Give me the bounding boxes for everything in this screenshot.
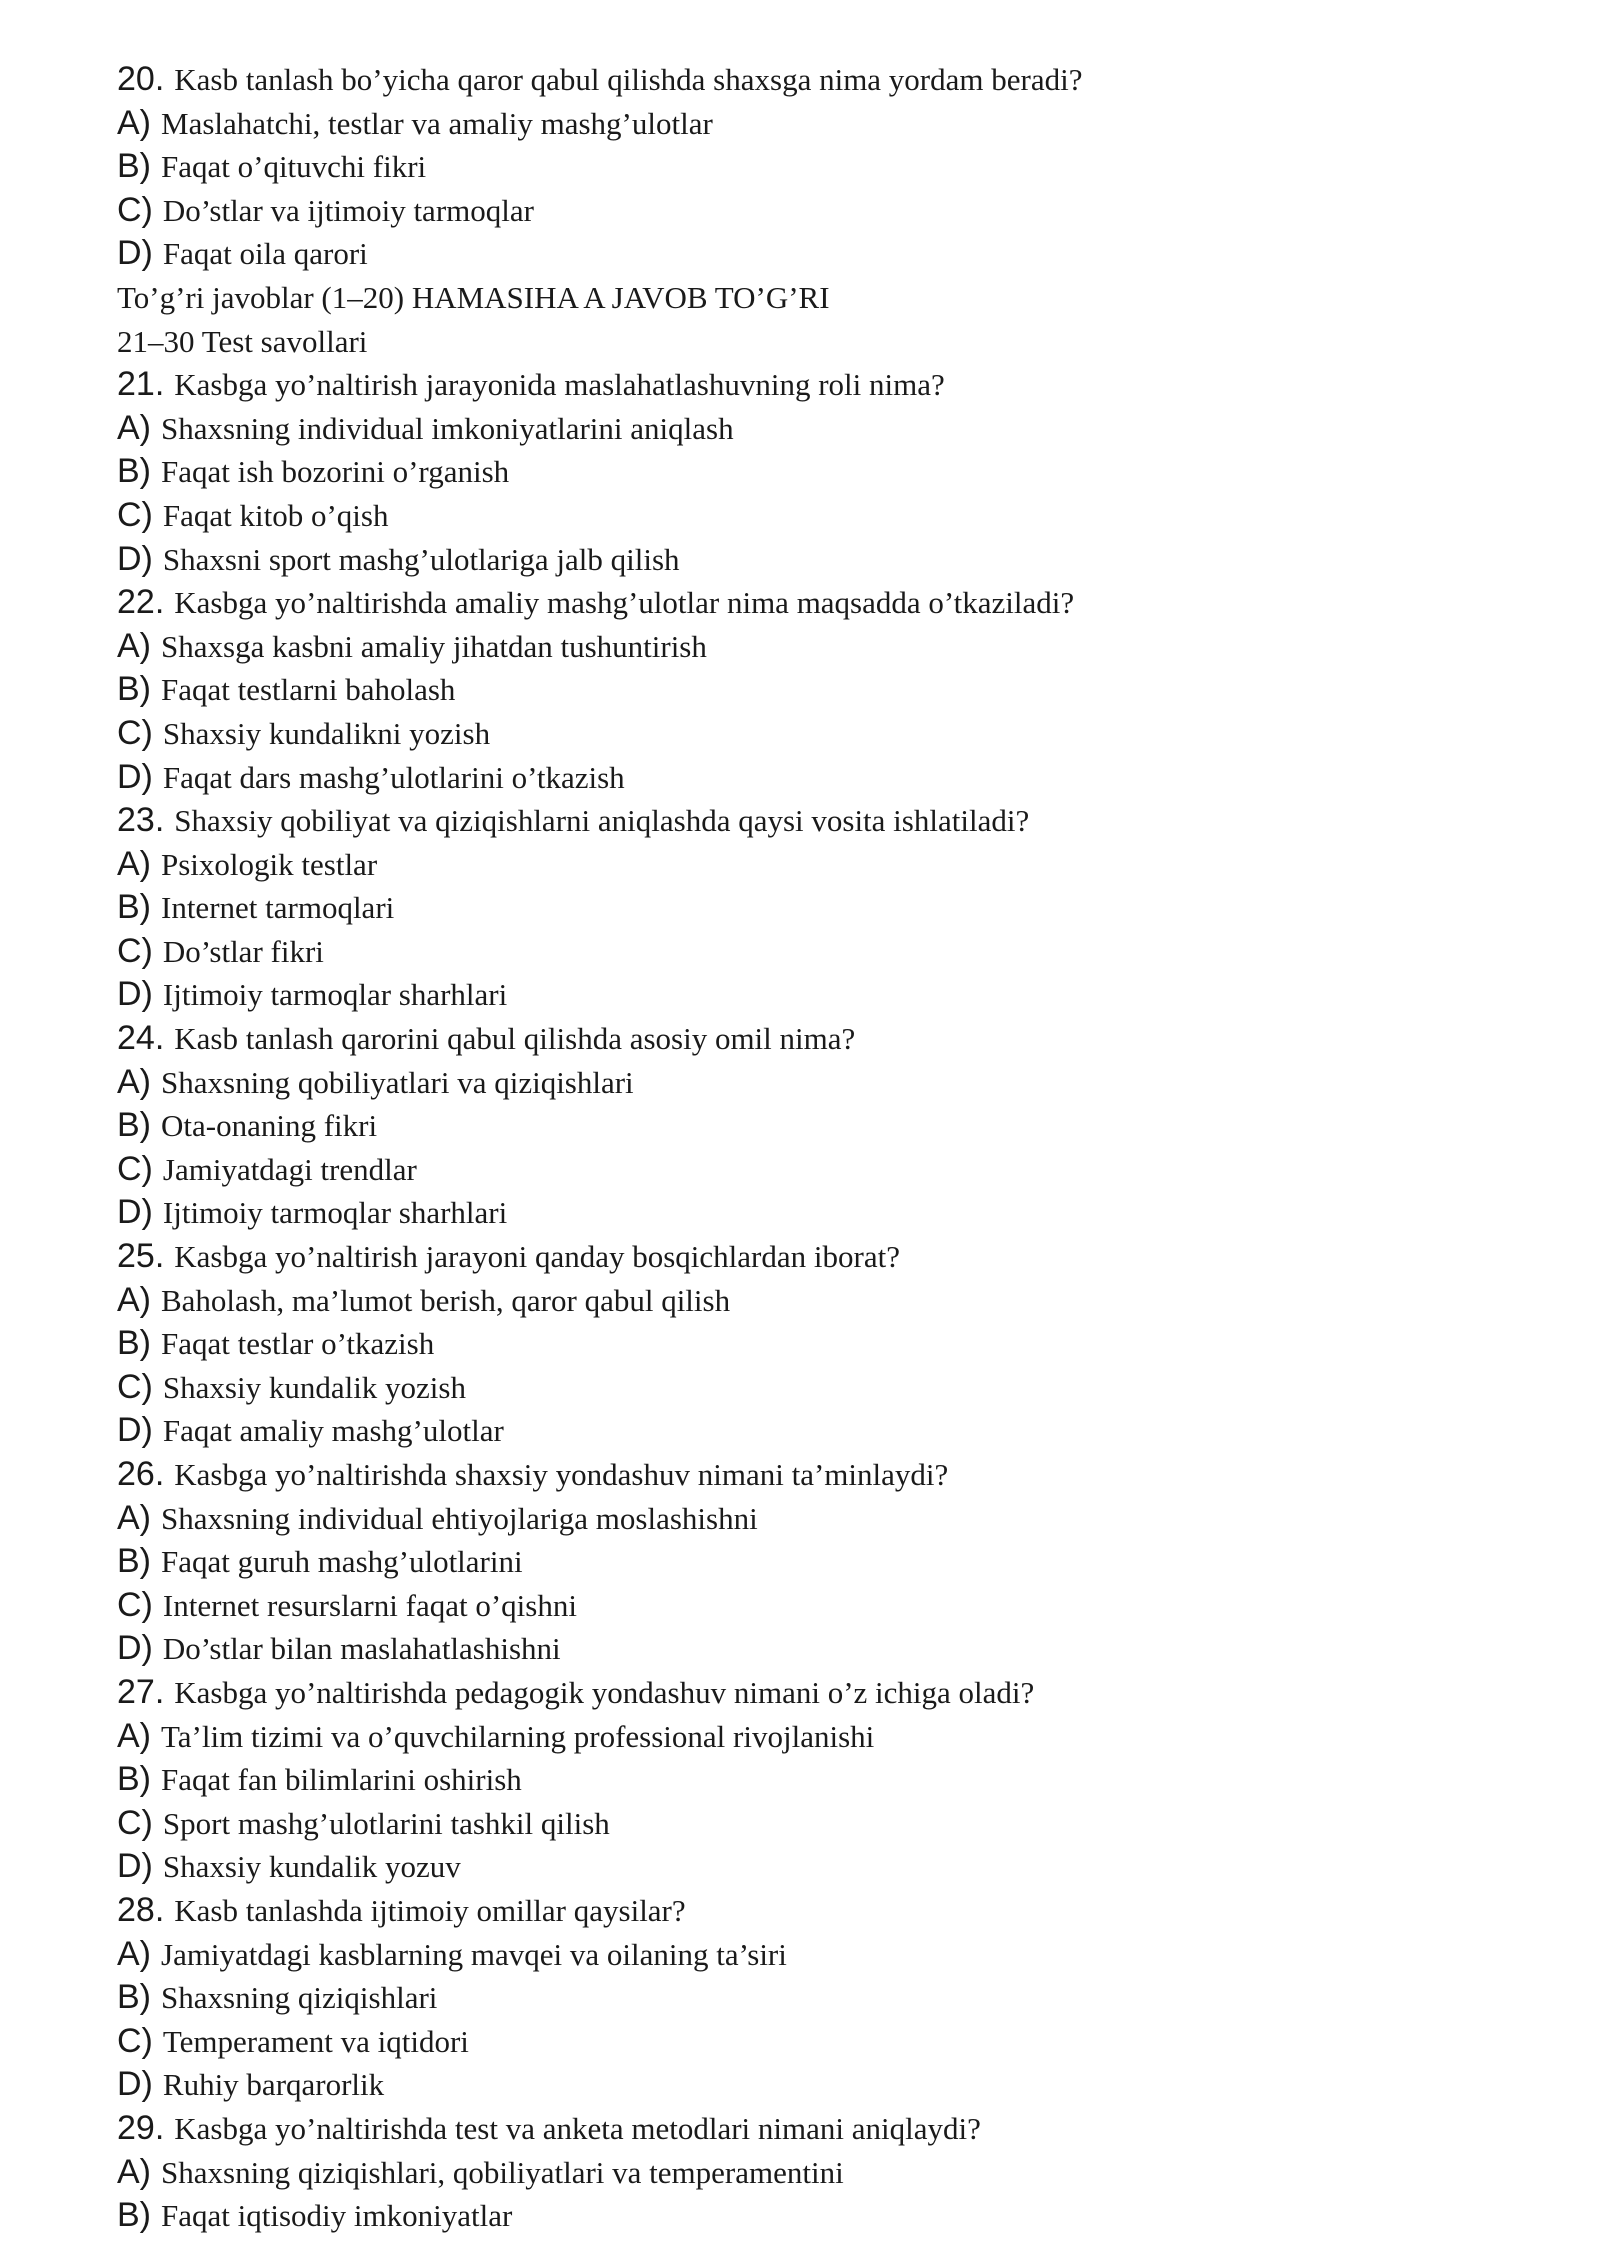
option-letter: C) [117,1803,153,1842]
option-letter: D) [117,1629,153,1668]
answer-option [117,1191,1557,1235]
answer-option [117,1366,1557,1410]
answer-option [117,1279,1557,1323]
answer-option [117,2194,1557,2238]
question-line [117,363,1557,407]
option-text: Faqat guruh mashg’ulotlarini [161,1544,523,1580]
option-letter: A) [117,1934,151,1973]
option-letter: B) [117,2196,151,2235]
option-text: Maslahatchi, testlar va amaliy mashg’ulotlar [161,105,713,141]
option-text: Shaxsning individual imkoniyatlarini aniqlash [161,410,734,446]
option-text: Baholash, ma’lumot berish, qaror qabul qilish [161,1282,731,1318]
option-letter: D) [117,234,153,273]
option-letter: B) [117,888,151,927]
question-number: 28. [117,1890,165,1929]
answer-option [117,232,1557,276]
answer-option [117,930,1557,974]
answer-option [117,494,1557,538]
option-letter: C) [117,713,153,752]
option-letter: B) [117,1978,151,2017]
option-text: Ota-onaning fikri [161,1108,378,1144]
answer-option [117,843,1557,887]
option-text: Ijtimoiy tarmoqlar sharhlari [162,1195,508,1231]
option-letter: B) [117,1542,151,1581]
option-letter: A) [117,844,151,883]
question-number: 24. [117,1019,165,1058]
answer-option [117,1976,1557,2020]
option-text: Faqat kitob o’qish [162,497,389,533]
option-text: Internet resurslarni faqat o’qishni [162,1587,577,1623]
question-number: 29. [117,2108,165,2147]
answer-option [117,2020,1557,2064]
option-letter: C) [117,1585,153,1624]
answer-option [117,1715,1557,1759]
answer-option [117,1148,1557,1192]
answer-option [117,1845,1557,1889]
option-letter: C) [117,495,153,534]
option-letter: C) [117,1149,153,1188]
option-letter: A) [117,1716,151,1755]
option-letter: D) [117,539,153,578]
option-letter: B) [117,1106,151,1145]
option-letter: B) [117,670,151,709]
option-text: Do’stlar fikri [162,933,324,969]
answer-option [117,1933,1557,1977]
question-line [117,1453,1557,1497]
answer-option [117,625,1557,669]
question-number: 25. [117,1237,165,1276]
question-text: Kasbga yo’naltirishda amaliy mashg’ulotlar nima maqsadda o’tkaziladi? [174,585,1075,621]
answer-option [117,102,1557,146]
answer-option [117,1409,1557,1453]
option-text: Jamiyatdagi kasblarning mavqei va oilaning ta’siri [161,1936,787,1972]
option-text: Jamiyatdagi trendlar [162,1151,417,1187]
answer-option [117,407,1557,451]
option-letter: D) [117,757,153,796]
option-text: Faqat o’qituvchi fikri [161,149,427,185]
option-text: Shaxsga kasbni amaliy jihatdan tushuntirish [161,628,707,664]
heading-text: 21–30 Test savollari [117,323,368,359]
option-text: Faqat oila qarori [162,236,368,272]
option-text: Internet tarmoqlari [161,890,395,926]
option-text: Temperament va iqtidori [162,2023,469,2059]
answer-option [117,538,1557,582]
answer-option [117,2063,1557,2107]
heading-text: To’g’ri javoblar (1–20) HAMASIHA A JAVOB TO’G’RI [117,279,830,315]
option-letter: D) [117,2065,153,2104]
answer-option [117,1540,1557,1584]
answer-option [117,1802,1557,1846]
option-text: Faqat dars mashg’ulotlarini o’tkazish [162,759,625,795]
question-number: 27. [117,1672,165,1711]
option-letter: A) [117,626,151,665]
question-text: Kasb tanlash qarorini qabul qilishda asosiy omil nima? [174,1021,856,1057]
option-letter: D) [117,1193,153,1232]
answer-option [117,1497,1557,1541]
answer-option [117,886,1557,930]
question-line [117,1235,1557,1279]
answer-option [117,1627,1557,1671]
answer-option [117,712,1557,756]
question-line [117,799,1557,843]
text-line [117,276,1557,320]
question-text: Kasbga yo’naltirishda test va anketa metodlari nimani aniqlaydi? [174,2110,981,2146]
option-letter: D) [117,1411,153,1450]
option-letter: C) [117,2021,153,2060]
question-text: Kasb tanlashda ijtimoiy omillar qaysilar? [174,1892,686,1928]
option-text: Faqat amaliy mashg’ulotlar [162,1413,504,1449]
question-number: 23. [117,801,165,840]
option-text: Ijtimoiy tarmoqlar sharhlari [162,977,508,1013]
option-text: Shaxsning qiziqishlari [161,1980,438,2016]
option-text: Faqat testlarni baholash [161,672,456,708]
option-text: Shaxsning individual ehtiyojlariga moslashishni [161,1500,758,1536]
option-letter: B) [117,1760,151,1799]
option-text: Faqat testlar o’tkazish [161,1326,435,1362]
option-text: Ta’lim tizimi va o’quvchilarning professional rivojlanishi [161,1718,875,1754]
option-text: Shaxsiy kundalik yozuv [162,1849,461,1885]
option-text: Shaxsni sport mashg’ulotlariga jalb qilish [162,541,680,577]
answer-option [117,756,1557,800]
option-letter: A) [117,103,151,142]
question-text: Kasbga yo’naltirishda shaxsiy yondashuv nimani ta’minlaydi? [174,1457,949,1492]
answer-option [117,1322,1557,1366]
question-line [117,581,1557,625]
option-letter: B) [117,1324,151,1363]
question-text: Kasbga yo’naltirish jarayoni qanday bosqichlardan iborat? [174,1239,900,1275]
option-letter: C) [117,1367,153,1406]
option-letter: C) [117,190,153,229]
option-letter: C) [117,931,153,970]
answer-option [117,1584,1557,1628]
question-line [117,1671,1557,1715]
question-line [117,1889,1557,1933]
question-text: Shaxsiy qobiliyat va qiziqishlarni aniqlashda qaysi vosita ishlatiladi? [174,803,1030,839]
question-text: Kasb tanlash bo’yicha qaror qabul qilishda shaxsga nima yordam beradi? [174,62,1083,97]
option-text: Shaxsiy kundalikni yozish [162,715,491,751]
option-letter: A) [117,408,151,447]
question-number: 21. [117,365,165,404]
question-line [117,1017,1557,1061]
question-number: 22. [117,583,165,622]
option-text: Do’stlar va ijtimoiy tarmoqlar [162,192,534,228]
option-letter: D) [117,1847,153,1886]
option-letter: A) [117,1498,151,1537]
answer-option [117,145,1557,189]
option-text: Shaxsning qiziqishlari, qobiliyatlari va temperamentini [161,2154,844,2190]
answer-option [117,2151,1557,2195]
option-text: Ruhiy barqarorlik [162,2067,385,2103]
option-text: Sport mashg’ulotlarini tashkil qilish [162,1805,610,1841]
answer-option [117,1061,1557,1105]
option-text: Faqat iqtisodiy imkoniyatlar [161,2198,513,2234]
option-letter: D) [117,975,153,1014]
answer-option [117,973,1557,1017]
text-line [117,320,1557,364]
answer-option [117,668,1557,712]
answer-option [117,450,1557,494]
option-letter: A) [117,1062,151,1101]
question-line [117,2107,1557,2151]
option-text: Shaxsning qobiliyatlari va qiziqishlari [161,1064,634,1100]
answer-option [117,1758,1557,1802]
option-text: Shaxsiy kundalik yozish [162,1369,466,1405]
question-text: Kasbga yo’naltirishda pedagogik yondashuv nimani o’z ichiga oladi? [174,1674,1035,1710]
answer-option [117,189,1557,233]
option-text: Faqat ish bozorini o’rganish [161,454,510,490]
document-page [117,58,1557,2238]
question-number: 26. [117,1455,165,1493]
question-number: 20. [117,60,165,98]
option-text: Faqat fan bilimlarini oshirish [161,1762,522,1798]
option-letter: A) [117,1280,151,1319]
question-line [117,58,1557,102]
answer-option [117,1104,1557,1148]
option-text: Psixologik testlar [161,846,378,882]
question-text: Kasbga yo’naltirish jarayonida maslahatlashuvning roli nima? [174,367,945,403]
option-text: Do’stlar bilan maslahatlashishni [162,1631,561,1667]
option-letter: B) [117,147,151,186]
option-letter: A) [117,2152,151,2191]
option-letter: B) [117,452,151,491]
